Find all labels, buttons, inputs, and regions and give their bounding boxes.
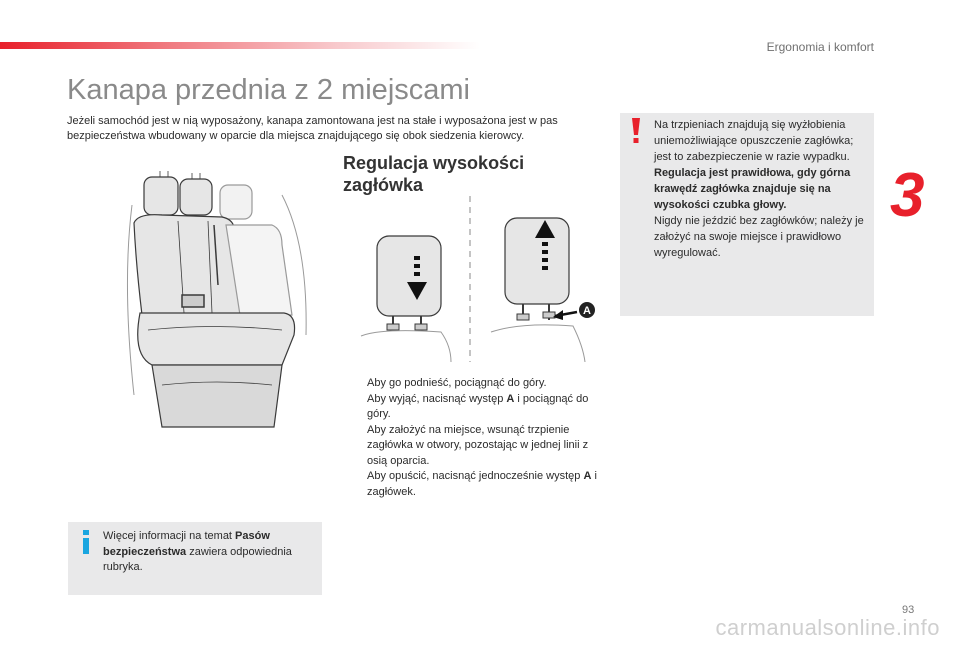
headrest-lowering-figure [361,236,451,362]
step-item: Aby go podnieść, pociągnąć do góry. [367,377,547,389]
step-item: Aby założyć na miejsce, wsunąć trzpienie zagłówka w otwory, pozostając w jednej linii z osią oparcia. [367,423,589,467]
page-number: 93 [902,604,915,616]
step-item: Aby wyjąć, nacisnąć występ A i pociągnąć do góry. [367,392,589,420]
intro-paragraph: Jeżeli samochód jest w nią wyposażony, kanapa zamontowana jest na stałe i wyposażona jest w pas bezpieczeństwa wbudowany w oparcie dla miejsca znajdującego się obok siedzenia kierowcy. [67,115,558,142]
exclamation-icon [631,118,641,144]
step-item: Aby opuścić, nacisnąć jednocześnie występ A i zagłówek. [367,470,597,498]
info-note-text: Więcej informacji na temat Pasów bezpieczeństwa zawiera odpowiednia rubryka. [103,530,292,573]
marker-a-label: A [583,305,591,317]
subsection-title-line1: Regulacja wysokości [343,153,525,173]
warning-note-box [620,113,874,316]
info-icon [80,530,92,554]
page-title: Kanapa przednia z 2 miejscami [67,74,470,106]
info-note-box [68,522,322,595]
step-list [345,376,605,500]
headrest-adjustment-illustration [341,196,599,362]
headrest-raising-figure [491,218,585,362]
watermark: carmanualsonline.info [715,615,940,640]
subsection-title-line2: zagłówka [343,175,424,195]
chapter-number: 3 [890,161,925,230]
section-label: Ergonomia i komfort [766,40,874,54]
subsection-title [343,152,583,196]
warning-note-text: Na trzpieniach znajdują się wyżłobienia uniemożliwiające opuszczenie zagłówka; jest to zabezpieczenie w razie wypadku. Regulacja jest prawidłowa, gdy górna krawędź zagłówka znajduje się na wysokości czubka głowy. Nigdy nie jeździć bez zagłówków; należy je założyć na swoje miejsce i prawidłowo wyregulować. [654,119,864,259]
header-accent-bar [0,42,480,49]
bench-seat-illustration [122,165,312,437]
